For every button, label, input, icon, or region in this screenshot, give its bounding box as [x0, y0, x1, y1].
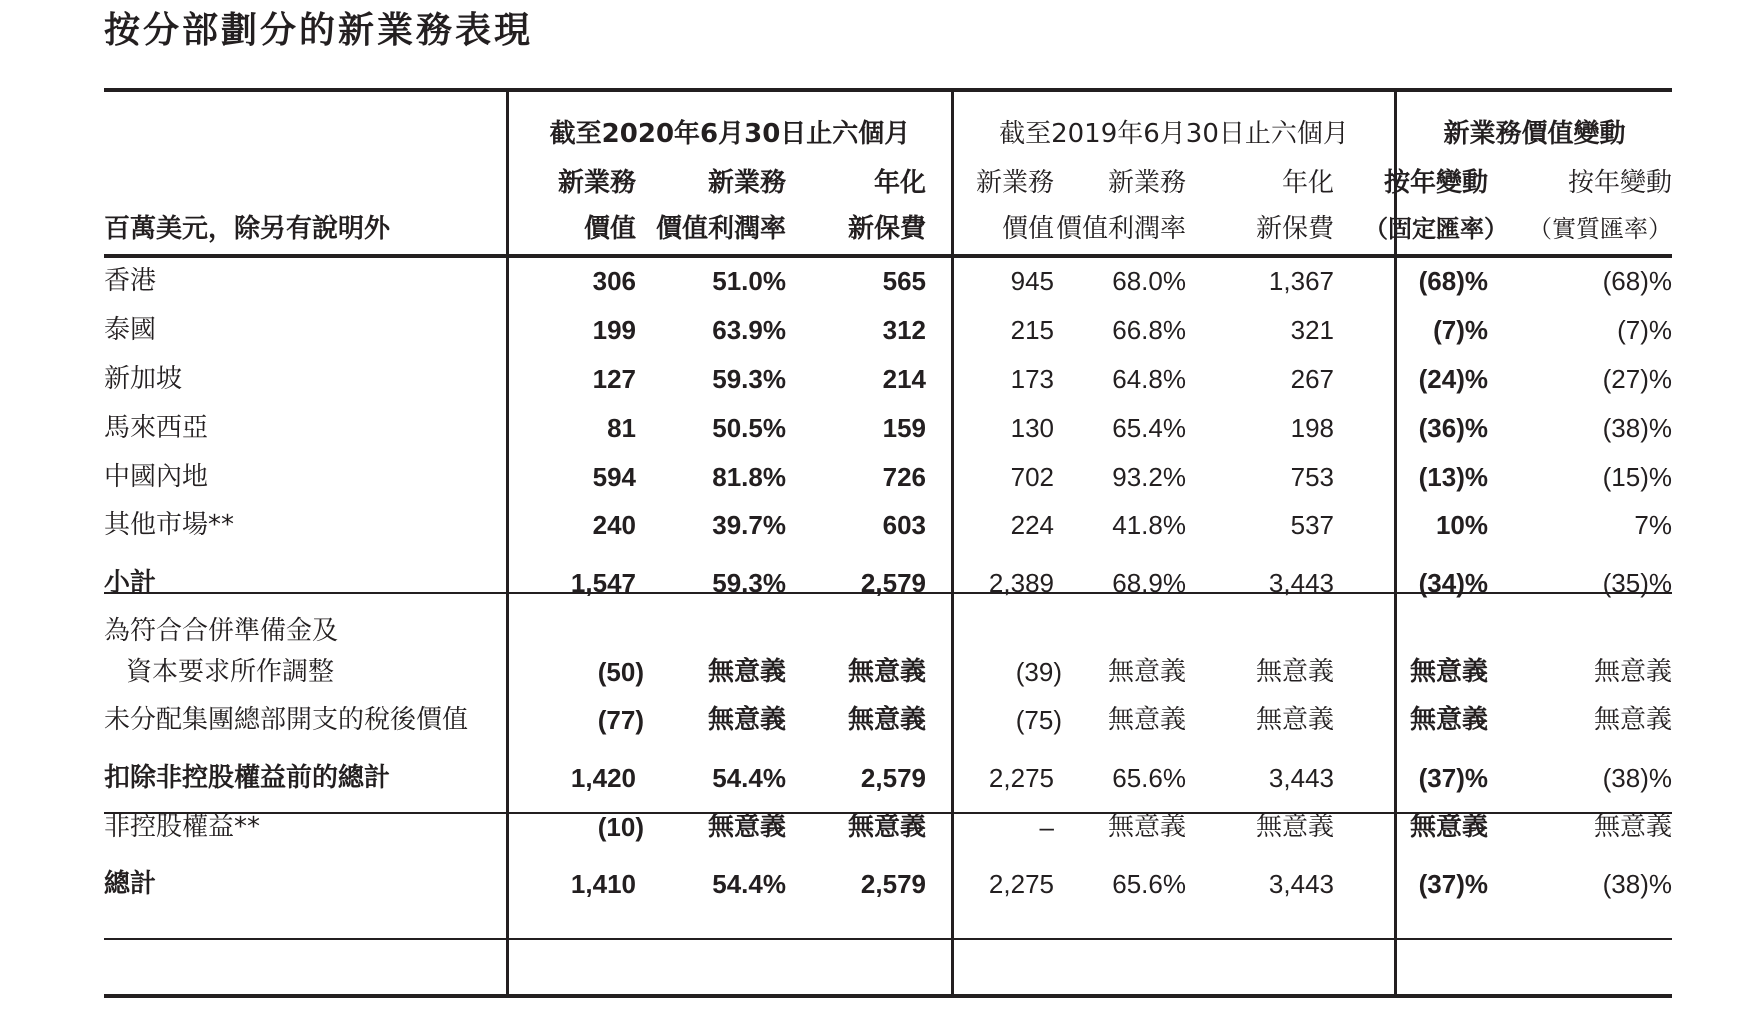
- col-nbv-2019: 新業務: [975, 168, 1054, 198]
- cell-nbv-2020: 1,547: [570, 568, 636, 598]
- cell-ape-2020: 無意義: [847, 812, 926, 842]
- cell-change-cer: 無意義: [1409, 812, 1488, 842]
- cell-ape-2020: 無意義: [847, 657, 926, 687]
- cell-margin-2020: 63.9%: [712, 315, 786, 345]
- row-label: 小計: [104, 568, 157, 598]
- cell-margin-2019: 65.6%: [1112, 763, 1186, 793]
- cell-ape-2020: 2,579: [860, 763, 926, 793]
- cell-nbv-2020: 127: [592, 364, 636, 394]
- cell-ape-2019: 267: [1290, 364, 1334, 394]
- table-bottom-rule: [104, 994, 1672, 998]
- cell-change-ar: 無意義: [1593, 705, 1672, 735]
- cell-margin-2019: 無意義: [1107, 657, 1186, 687]
- cell-nbv-2019: 2,389: [988, 568, 1054, 598]
- cell-margin-2019: 65.4%: [1112, 413, 1186, 443]
- col-nbv-2020: 新業務: [557, 168, 636, 198]
- cell-margin-2020: 39.7%: [712, 510, 786, 540]
- cell-ape-2019: 1,367: [1268, 266, 1334, 296]
- col-ape-2020: 年化: [873, 168, 926, 198]
- cell-change-cer: 無意義: [1409, 657, 1488, 687]
- col-cer-line2: （固定匯率）: [1364, 215, 1508, 243]
- cell-ape-2020: 726: [882, 462, 926, 492]
- cell-change-ar: 7%: [1634, 510, 1672, 540]
- cell-change-ar: (27)%: [1602, 364, 1672, 394]
- cell-nbv-2019: 2,275: [988, 869, 1054, 899]
- row-label: 泰國: [104, 315, 157, 345]
- cell-change-cer: (37)%: [1418, 763, 1488, 793]
- cell-change-ar: 無意義: [1593, 812, 1672, 842]
- cell-ape-2020: 312: [882, 315, 926, 345]
- header-group-2020: 截至2020年6月30日止六個月: [549, 119, 911, 149]
- cell-change-cer: (13)%: [1418, 462, 1488, 492]
- col-margin-2019: 新業務: [1107, 168, 1186, 198]
- cell-margin-2019: 93.2%: [1112, 462, 1186, 492]
- cell-change-ar: (35)%: [1602, 568, 1672, 598]
- cell-nbv-2020: 1,420: [570, 763, 636, 793]
- cell-change-cer: 10%: [1435, 510, 1488, 540]
- cell-ape-2019: 3,443: [1268, 763, 1334, 793]
- row-label: 未分配集團總部開支的稅後價值: [104, 705, 469, 735]
- cell-margin-2020: 54.4%: [712, 763, 786, 793]
- col-ar-line2: （實質匯率）: [1528, 215, 1672, 243]
- cell-margin-2019: 無意義: [1107, 812, 1186, 842]
- cell-change-ar: (38)%: [1602, 763, 1672, 793]
- cell-change-ar: (7)%: [1617, 315, 1672, 345]
- cell-change-ar: (38)%: [1602, 413, 1672, 443]
- cell-margin-2020: 81.8%: [712, 462, 786, 492]
- cell-ape-2019: 3,443: [1268, 568, 1334, 598]
- cell-margin-2020: 54.4%: [712, 869, 786, 899]
- col-margin-2020: 新業務: [707, 168, 786, 198]
- cell-change-cer: (24)%: [1418, 364, 1488, 394]
- col-ape-2020-line2: 新保費: [847, 214, 926, 244]
- cell-margin-2020: 無意義: [707, 812, 786, 842]
- cell-change-ar: (15)%: [1602, 462, 1672, 492]
- cell-ape-2019: 3,443: [1268, 869, 1334, 899]
- row-label: 為符合合併準備金及: [104, 616, 339, 646]
- cell-ape-2020: 2,579: [860, 568, 926, 598]
- cell-margin-2019: 68.0%: [1112, 266, 1186, 296]
- cell-change-cer: (37)%: [1418, 869, 1488, 899]
- cell-nbv-2020: 81: [607, 413, 636, 443]
- col-ape-2019: 年化: [1281, 168, 1334, 198]
- cell-nbv-2019: 130: [1010, 413, 1054, 443]
- cell-change-cer: 無意義: [1409, 705, 1488, 735]
- cell-margin-2019: 66.8%: [1112, 315, 1186, 345]
- cell-ape-2019: 753: [1290, 462, 1334, 492]
- new-business-table: [104, 88, 1672, 998]
- col-nbv-2019-line2: 價值: [1001, 214, 1054, 244]
- cell-nbv-2020: 240: [592, 510, 636, 540]
- row-label: 其他市場**: [104, 510, 235, 540]
- cell-change-cer: (36)%: [1418, 413, 1488, 443]
- cell-ape-2020: 565: [882, 266, 926, 296]
- col-ar: 按年變動: [1567, 168, 1672, 198]
- cell-change-cer: (34)%: [1418, 568, 1488, 598]
- cell-nbv-2020: 199: [592, 315, 636, 345]
- cell-nbv-2019: 173: [1010, 364, 1054, 394]
- cell-nbv-2019: (39): [1015, 657, 1062, 687]
- cell-nbv-2020: 1,410: [570, 869, 636, 899]
- col-ape-2019-line2: 新保費: [1255, 214, 1334, 244]
- row-label: 中國內地: [104, 462, 209, 492]
- header-group-change: 新業務價值變動: [1443, 119, 1626, 149]
- cell-margin-2020: 無意義: [707, 705, 786, 735]
- unit-label: 百萬美元，除另有說明外: [104, 214, 391, 244]
- header-bottom-rule: [104, 254, 1672, 258]
- cell-margin-2019: 41.8%: [1112, 510, 1186, 540]
- row-label: 新加坡: [104, 364, 183, 394]
- cell-ape-2019: 198: [1290, 413, 1334, 443]
- row-label: 非控股權益**: [104, 812, 261, 842]
- cell-nbv-2020: 594: [592, 462, 636, 492]
- cell-margin-2019: 無意義: [1107, 705, 1186, 735]
- col-margin-2020-line2: 價值利潤率: [655, 214, 786, 244]
- cell-nbv-2019: 2,275: [988, 763, 1054, 793]
- cell-margin-2020: 51.0%: [712, 266, 786, 296]
- col-cer: 按年變動: [1383, 168, 1488, 198]
- row-label-line2: 資本要求所作調整: [126, 657, 335, 687]
- cell-ape-2019: 無意義: [1255, 657, 1334, 687]
- cell-ape-2020: 214: [882, 364, 926, 394]
- cell-margin-2019: 65.6%: [1112, 869, 1186, 899]
- row-label: 總計: [104, 869, 157, 899]
- cell-nbv-2019: –: [1039, 812, 1054, 842]
- cell-change-ar: (68)%: [1602, 266, 1672, 296]
- cell-margin-2020: 50.5%: [712, 413, 786, 443]
- cell-ape-2020: 603: [882, 510, 926, 540]
- cell-ape-2019: 537: [1290, 510, 1334, 540]
- col-margin-2019-line2: 價值利潤率: [1055, 214, 1186, 244]
- cell-margin-2019: 64.8%: [1112, 364, 1186, 394]
- cell-nbv-2020: (10): [597, 812, 644, 842]
- cell-nbv-2020: 306: [592, 266, 636, 296]
- cell-ape-2020: 2,579: [860, 869, 926, 899]
- cell-ape-2019: 無意義: [1255, 812, 1334, 842]
- cell-ape-2019: 無意義: [1255, 705, 1334, 735]
- cell-nbv-2019: 702: [1010, 462, 1054, 492]
- cell-change-cer: (68)%: [1418, 266, 1488, 296]
- col-nbv-2020-line2: 價值: [583, 214, 636, 244]
- cell-ape-2020: 無意義: [847, 705, 926, 735]
- cell-change-ar: (38)%: [1602, 869, 1672, 899]
- cell-nbv-2019: 215: [1010, 315, 1054, 345]
- cell-nbv-2019: 945: [1010, 266, 1054, 296]
- cell-margin-2020: 59.3%: [712, 364, 786, 394]
- cell-ape-2019: 321: [1290, 315, 1334, 345]
- cell-nbv-2019: 224: [1010, 510, 1054, 540]
- header-group-2019: 截至2019年6月30日止六個月: [999, 119, 1349, 149]
- cell-nbv-2019: (75): [1015, 705, 1062, 735]
- cell-change-ar: 無意義: [1593, 657, 1672, 687]
- cell-margin-2020: 59.3%: [712, 568, 786, 598]
- cell-margin-2020: 無意義: [707, 657, 786, 687]
- cell-change-cer: (7)%: [1433, 315, 1488, 345]
- row-label: 馬來西亞: [104, 413, 209, 443]
- cell-margin-2019: 68.9%: [1112, 568, 1186, 598]
- cell-nbv-2020: (77): [597, 705, 644, 735]
- total-rule: [104, 938, 1672, 940]
- row-label: 香港: [104, 266, 157, 296]
- row-label: 扣除非控股權益前的總計: [104, 763, 391, 793]
- table-top-rule: [104, 88, 1672, 92]
- cell-nbv-2020: (50): [597, 657, 644, 687]
- page-title: 按分部劃分的新業務表現: [104, 10, 534, 51]
- cell-ape-2020: 159: [882, 413, 926, 443]
